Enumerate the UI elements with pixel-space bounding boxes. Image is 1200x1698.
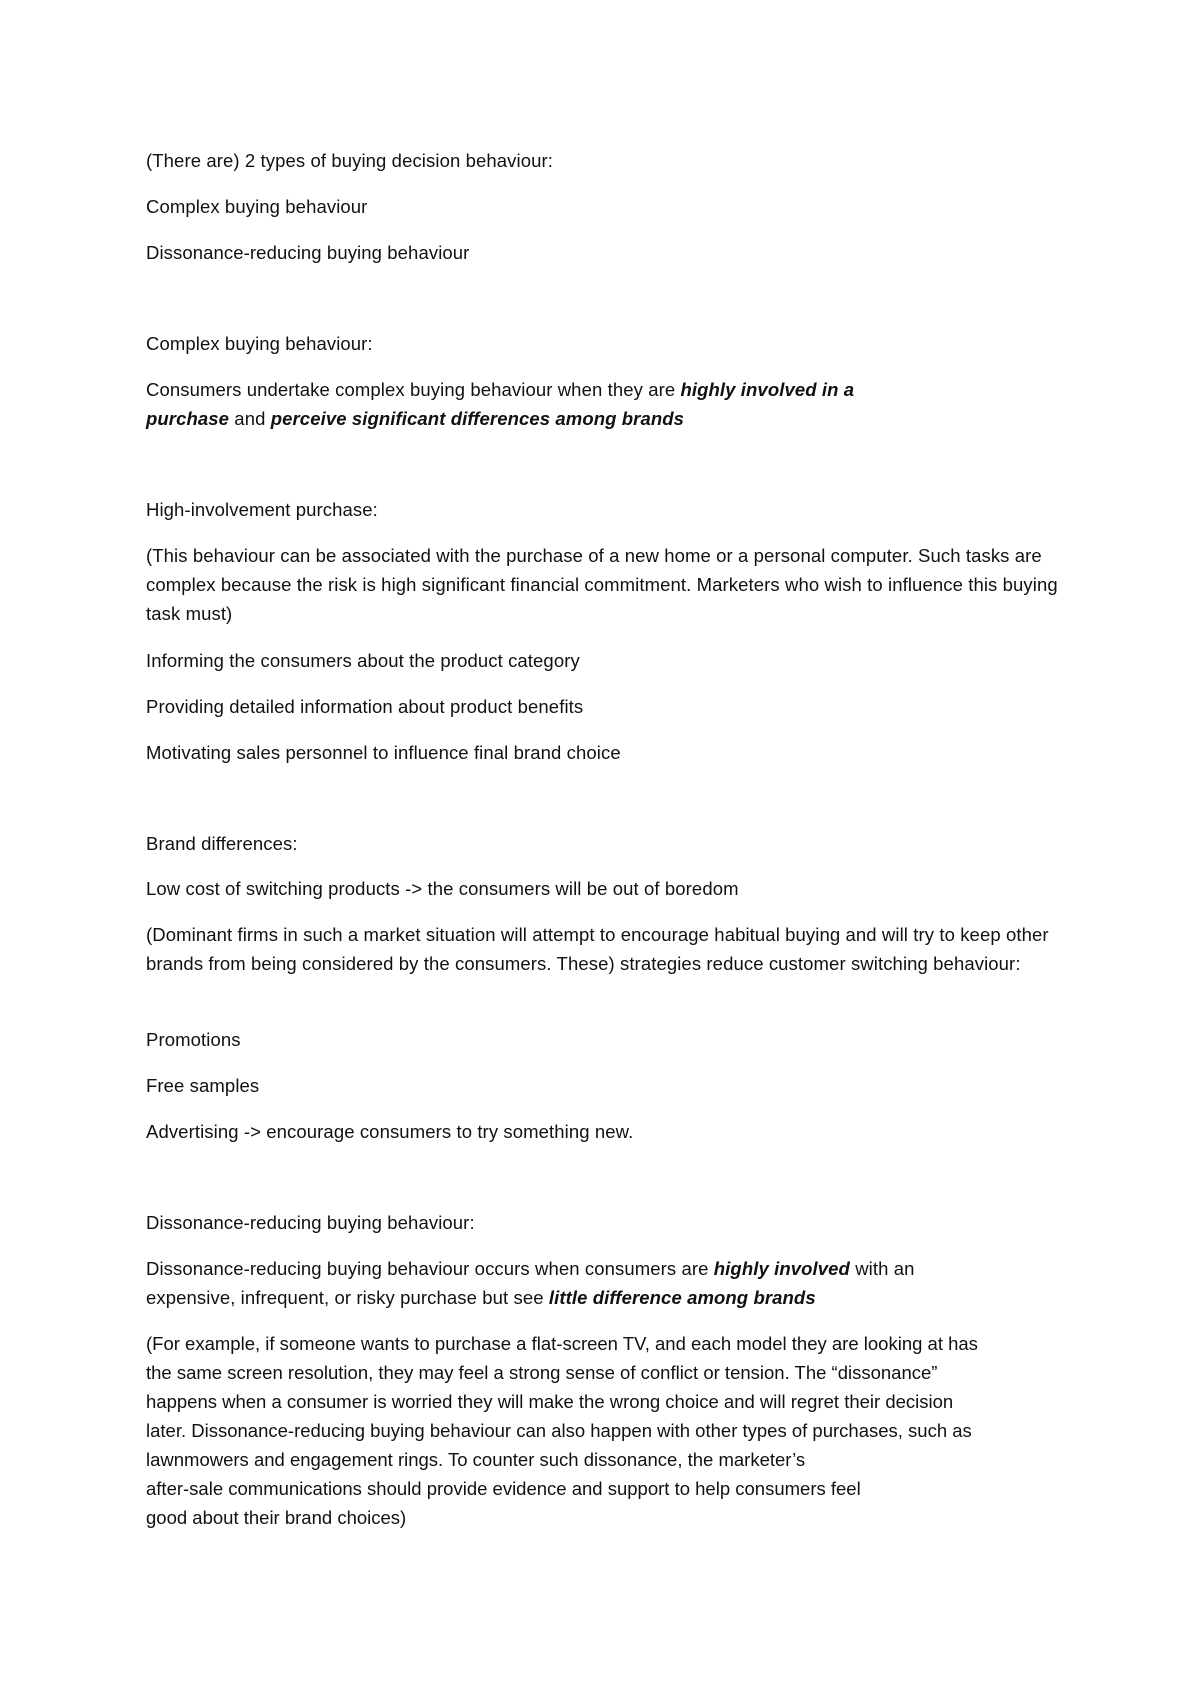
- complex-heading: Complex buying behaviour:: [146, 333, 373, 354]
- complex-def-text-2: and: [229, 408, 271, 429]
- dissonance-paragraph-line: lawnmowers and engagement rings. To counter such dissonance, the marketer’s: [146, 1449, 806, 1470]
- brand-differences-paragraph: (Dominant firms in such a market situation will attempt to encourage habitual buying and will try to keep other brands from being considered by the consumers. These) strategies reduce customer switching behaviour:: [146, 924, 1049, 974]
- brand-differences-line: Low cost of switching products -> the consumers will be out of boredom: [146, 878, 739, 899]
- complex-definition: [146, 375, 926, 433]
- dissonance-paragraph-line: (For example, if someone wants to purchase a flat-screen TV, and each model they are looking at has: [146, 1333, 978, 1354]
- dissonance-def-text-2: with an expensive, infrequent, or risky purchase but see: [146, 1258, 915, 1308]
- dissonance-paragraph-line: after-sale communications should provide evidence and support to help consumers feel: [146, 1478, 861, 1499]
- hi-item-2: Providing detailed information about product benefits: [146, 696, 584, 717]
- dissonance-paragraph-line: later. Dissonance-reducing buying behaviour can also happen with other types of purchases, such as: [146, 1420, 972, 1441]
- dissonance-def-text-1: Dissonance-reducing buying behaviour occurs when consumers are: [146, 1258, 714, 1279]
- dissonance-paragraph-line: good about their brand choices): [146, 1507, 407, 1528]
- dissonance-paragraph-line: the same screen resolution, they may feel a strong sense of conflict or tension. The “dissonance”: [146, 1362, 938, 1383]
- bd-item-2: Free samples: [146, 1075, 260, 1096]
- bd-item-1: Promotions: [146, 1029, 241, 1050]
- dissonance-def-emphasis-2: little difference among brands: [548, 1287, 816, 1308]
- dissonance-heading: Dissonance-reducing buying behaviour:: [146, 1212, 475, 1233]
- dissonance-paragraph-line: happens when a consumer is worried they will make the wrong choice and will regret their decision: [146, 1391, 954, 1412]
- dissonance-paragraph: [146, 1329, 1106, 1532]
- high-involvement-paragraph: (This behaviour can be associated with the purchase of a new home or a personal computer. Such tasks are complex because the risk is high significant financial commitment. Marketers who wish to influence this buying task must): [146, 545, 1058, 624]
- type-item-complex: Complex buying behaviour: [146, 196, 368, 217]
- intro-line: (There are) 2 types of buying decision behaviour:: [146, 150, 553, 171]
- complex-def-emphasis-1: highly involved in a purchase: [146, 379, 855, 429]
- complex-def-emphasis-2: perceive significant differences among brands: [270, 408, 685, 429]
- complex-def-text-1: Consumers undertake complex buying behaviour when they are: [146, 379, 681, 400]
- bd-item-3: Advertising -> encourage consumers to try something new.: [146, 1121, 634, 1142]
- brand-differences-heading: Brand differences:: [146, 833, 298, 854]
- hi-item-3: Motivating sales personnel to influence final brand choice: [146, 742, 621, 763]
- hi-item-1: Informing the consumers about the product category: [146, 650, 580, 671]
- type-item-dissonance: Dissonance-reducing buying behaviour: [146, 242, 470, 263]
- dissonance-def-emphasis-1: highly involved: [713, 1258, 850, 1279]
- high-involvement-heading: High-involvement purchase:: [146, 499, 378, 520]
- dissonance-definition: [146, 1254, 986, 1312]
